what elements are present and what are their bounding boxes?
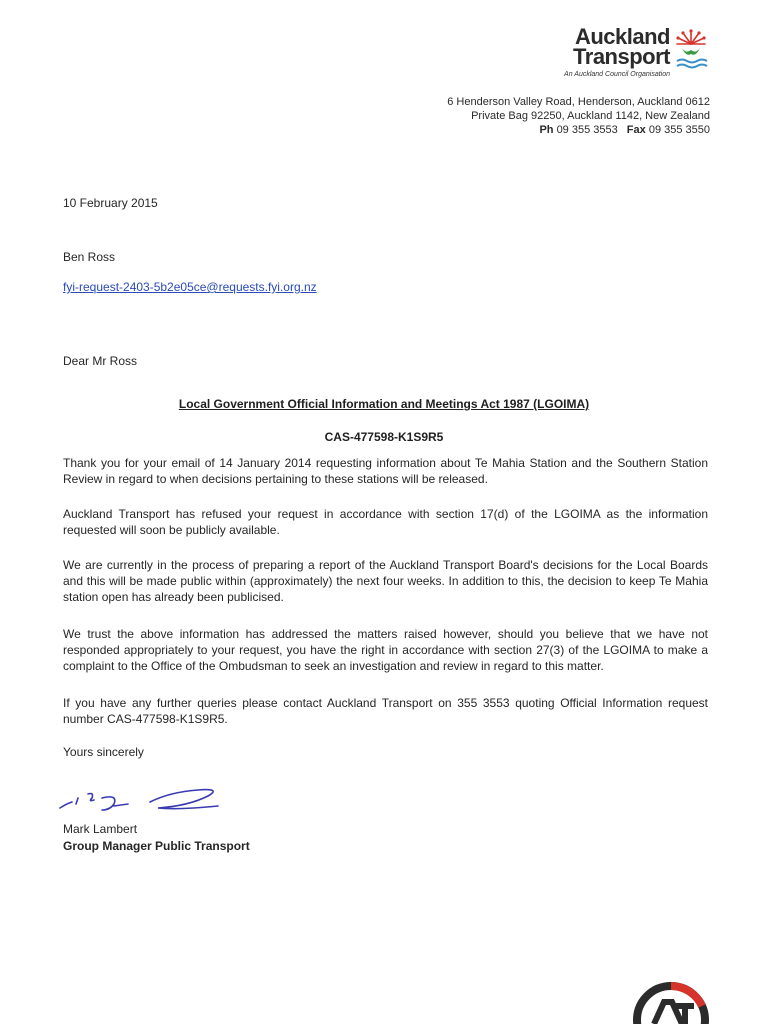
recipient-name: Ben Ross <box>63 250 116 264</box>
logo-line-2: Transport <box>573 44 670 69</box>
handwritten-signature <box>58 784 228 820</box>
letter-subject: Local Government Official Information and Meetings Act 1987 (LGOIMA) <box>178 397 590 411</box>
logo-line-1: Auckland <box>574 24 670 49</box>
phone-number: 09 355 3553 <box>556 124 618 136</box>
salutation: Dear Mr Ross <box>63 354 138 368</box>
sender-address <box>447 95 710 137</box>
recipient-email-link[interactable]: fyi-request-2403-5b2e05ce@requests.fyi.org.nz <box>63 280 317 294</box>
case-number: CAS-477598-K1S9R5 <box>324 430 444 444</box>
address-line-1: 6 Henderson Valley Road, Henderson, Auckland 0612 <box>447 96 710 108</box>
fax-label: Fax <box>626 124 646 136</box>
body-paragraph: We trust the above information has addressed the matters raised however, should you believe that we have not responded appropriately to your request, you have the right in accordance with section 27(3) of the LGOIMA to make a complaint to the Office of the Ombudsman to seek an investigation and review in regard to this matter. <box>63 627 708 673</box>
address-line-2: Private Bag 92250, Auckland 1142, New Zealand <box>471 110 710 122</box>
signer-name: Mark Lambert <box>63 822 138 836</box>
at-roundel-icon <box>630 976 712 1024</box>
pohutukawa-flower-icon <box>674 28 708 72</box>
phone-label: Ph <box>539 124 554 136</box>
logo-tagline: An Auckland Council Organisation <box>564 71 670 78</box>
letter-date: 10 February 2015 <box>63 196 158 210</box>
signer-title: Group Manager Public Transport <box>63 839 250 853</box>
body-paragraph: If you have any further queries please contact Auckland Transport on 355 3553 quoting Official Information request number CAS-477598-K1S9R5. <box>63 696 708 726</box>
contact-line <box>447 123 710 137</box>
closing: Yours sincerely <box>63 745 144 759</box>
body-paragraph: Thank you for your email of 14 January 2014 requesting information about Te Mahia Station and the Southern Station Review in regard to when decisions pertaining to these stations will be released. <box>63 456 708 486</box>
auckland-transport-logo <box>510 24 710 84</box>
body-paragraph: Auckland Transport has refused your request in accordance with section 17(d) of the LGOIMA as the information requested will soon be publicly available. <box>63 507 708 537</box>
body-paragraph: We are currently in the process of preparing a report of the Auckland Transport Board's decisions for the Local Boards and this will be made public within (approximately) the next four weeks. In addition to this, the decision to keep Te Mahia station open has already been publicised. <box>63 558 708 604</box>
fax-number: 09 355 3550 <box>648 124 710 136</box>
